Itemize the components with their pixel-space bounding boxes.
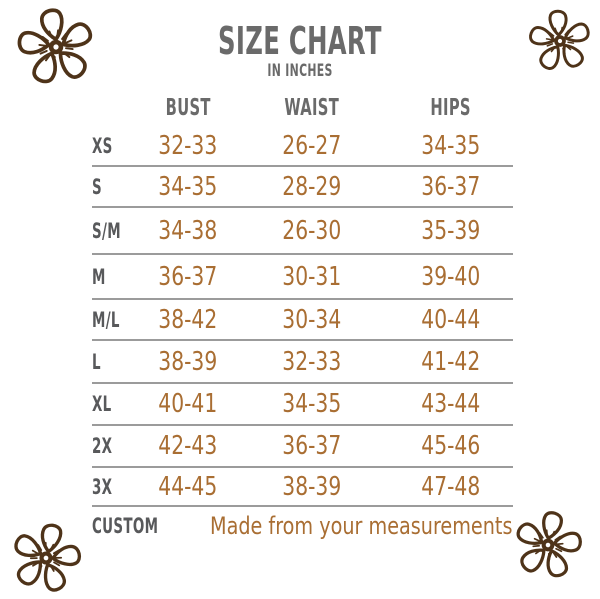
- hips-value: 39-40: [421, 261, 480, 292]
- hips-value: 43-44: [421, 389, 480, 419]
- hips-value: 41-42: [421, 346, 480, 377]
- waist-value: 30-34: [282, 304, 342, 335]
- size-label: L: [92, 349, 101, 374]
- hips-value: 34-35: [421, 131, 480, 161]
- bust-value: 34-38: [158, 215, 218, 246]
- size-label: 3X: [92, 474, 113, 499]
- waist-value: 26-27: [282, 131, 342, 161]
- table-header-row: [92, 89, 513, 127]
- size-label: M/L: [92, 307, 120, 332]
- bust-value: 38-39: [158, 346, 218, 377]
- hips-value: 45-46: [421, 431, 480, 461]
- size-table: [92, 89, 513, 507]
- size-label: S/M: [92, 218, 121, 243]
- waist-value: 28-29: [282, 171, 342, 202]
- hips-value: 47-48: [421, 471, 480, 502]
- waist-value: 36-37: [282, 431, 342, 461]
- column-header-bust: BUST: [165, 95, 211, 121]
- flower-icon: [0, 512, 92, 599]
- waist-value: 30-31: [282, 261, 342, 292]
- table-row: [92, 341, 513, 384]
- waist-value: 32-33: [282, 346, 342, 377]
- table-row: [92, 167, 513, 208]
- custom-text: Made from your measurements: [209, 512, 513, 540]
- hips-value: 35-39: [421, 215, 480, 246]
- waist-value: 34-35: [282, 389, 342, 419]
- custom-label: CUSTOM: [92, 514, 159, 538]
- bust-value: 38-42: [158, 304, 218, 335]
- custom-size-row: [92, 507, 562, 545]
- bust-value: 36-37: [158, 261, 218, 292]
- hips-value: 36-37: [421, 171, 480, 202]
- hips-value: 40-44: [421, 304, 480, 335]
- size-label: S: [92, 174, 102, 199]
- bust-value: 44-45: [158, 471, 218, 502]
- bust-value: 40-41: [158, 389, 218, 419]
- table-row: [92, 208, 513, 255]
- table-row: [92, 255, 513, 300]
- bust-value: 34-35: [158, 171, 218, 202]
- size-label: XS: [92, 134, 113, 158]
- table-row: [92, 300, 513, 341]
- table-row: [92, 127, 513, 167]
- column-header-waist: WAIST: [284, 95, 340, 121]
- bust-value: 32-33: [158, 131, 218, 161]
- size-label: XL: [92, 392, 112, 416]
- column-header-hips: HIPS: [430, 95, 471, 121]
- waist-value: 26-30: [282, 215, 342, 246]
- page-subtitle: IN INCHES: [267, 61, 333, 81]
- bust-value: 42-43: [158, 431, 218, 461]
- waist-value: 38-39: [282, 471, 342, 502]
- size-label: M: [92, 264, 106, 289]
- header-spacer: [92, 89, 140, 127]
- table-row: [92, 384, 513, 426]
- table-row: [92, 426, 513, 468]
- table-row: [92, 468, 513, 507]
- size-label: 2X: [92, 434, 113, 458]
- page-title: SIZE CHART: [218, 19, 382, 63]
